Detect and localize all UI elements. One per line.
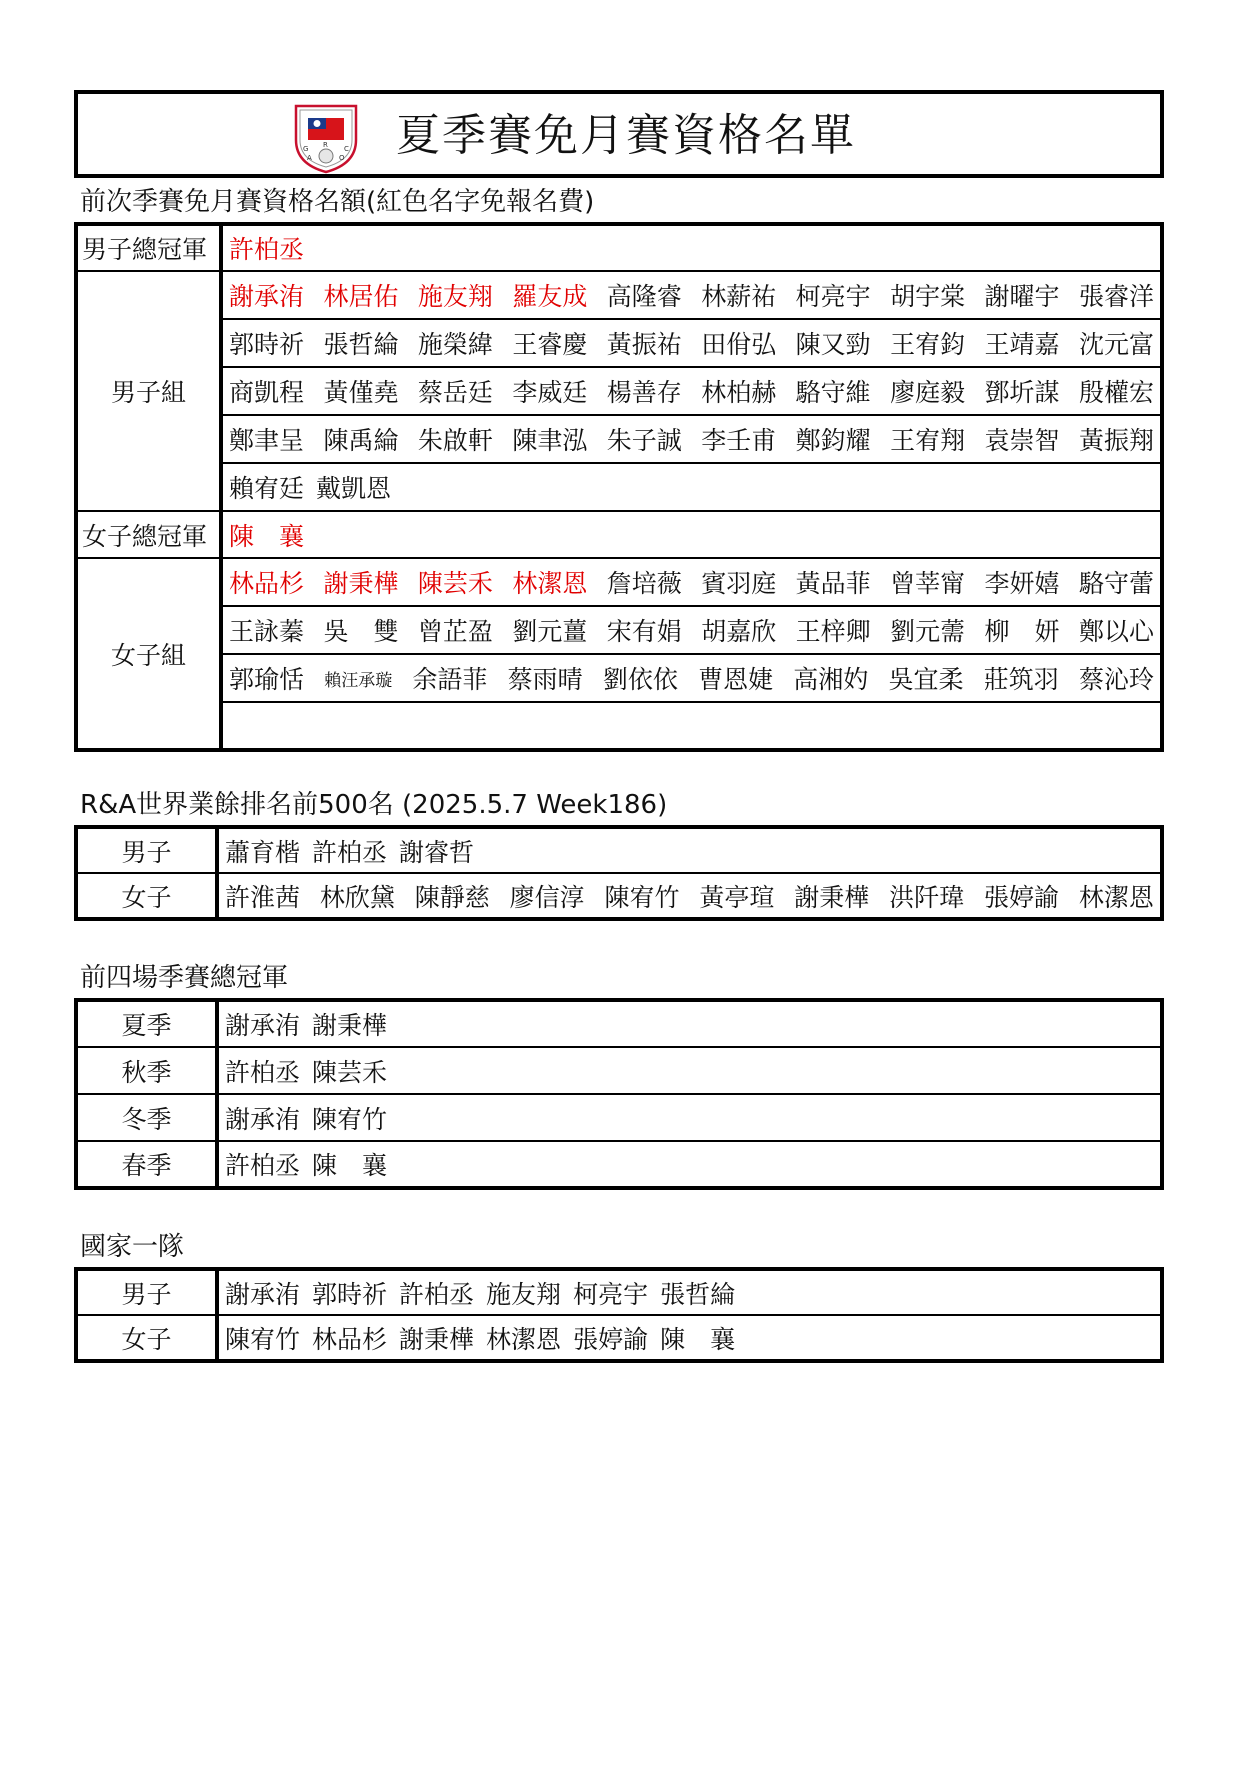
womens-row-4 xyxy=(76,702,1162,750)
person-name: 余語菲 xyxy=(412,665,488,694)
season-row xyxy=(76,1094,1162,1141)
person-name: 謝秉樺 xyxy=(399,1324,475,1354)
names-list xyxy=(225,1053,1154,1089)
person-name: 鄭鈞耀 xyxy=(795,426,871,455)
names-list xyxy=(229,325,1154,361)
person-name: 張婷諭 xyxy=(984,882,1060,912)
womens-row-3 xyxy=(76,654,1162,702)
person-name: 許柏丞 xyxy=(399,1279,475,1309)
person-name: 蔡岳廷 xyxy=(417,378,493,407)
person-name: 廖庭毅 xyxy=(890,378,966,407)
association-logo xyxy=(288,100,364,176)
person-name: 朱啟軒 xyxy=(417,426,493,455)
person-name: 郭時祈 xyxy=(229,330,305,359)
row-label: 秋季 xyxy=(76,1047,217,1094)
person-name: 林薪祐 xyxy=(701,282,777,311)
person-name: 謝承洧 xyxy=(229,282,305,311)
person-name: 駱守維 xyxy=(795,378,871,407)
person-name: 黃僅堯 xyxy=(323,378,399,407)
person-name: 朱子誠 xyxy=(606,426,682,455)
names-list xyxy=(225,1006,1154,1042)
person-name: 謝承洧 xyxy=(225,1104,301,1134)
person-name: 王宥翔 xyxy=(890,426,966,455)
team-row-men xyxy=(76,1269,1162,1315)
logo-letter-g: G xyxy=(303,145,309,153)
world-ranking-table xyxy=(74,825,1164,921)
person-name: 柳 妍 xyxy=(984,617,1060,646)
person-name: 胡嘉欣 xyxy=(701,617,777,646)
section-heading-world-ranking: R&A世界業餘排名前500名 (2025.5.7 Week186) xyxy=(80,790,668,820)
section-heading-season-champions: 前四場季賽總冠軍 xyxy=(80,963,289,993)
mens-row-5 xyxy=(76,463,1162,511)
row-label: 女子 xyxy=(76,873,217,919)
person-name: 詹培薇 xyxy=(606,569,682,598)
person-name: 楊善存 xyxy=(606,378,682,407)
row-label: 男子 xyxy=(76,1269,217,1315)
person-name: 柯亮宇 xyxy=(573,1279,649,1309)
person-name: 陳宥竹 xyxy=(225,1324,301,1354)
person-name: 廖信淳 xyxy=(509,882,585,912)
person-name: 洪阡瑋 xyxy=(889,882,965,912)
names-list xyxy=(225,833,1154,869)
mens-champion-name: 許柏丞 xyxy=(221,224,1162,271)
person-name: 王宥鈞 xyxy=(890,330,966,359)
mens-row-2 xyxy=(76,319,1162,367)
person-name: 陳 襄 xyxy=(312,1151,388,1180)
person-name: 殷權宏 xyxy=(1078,378,1154,407)
person-name: 謝秉樺 xyxy=(312,1011,388,1040)
person-name: 賴宥廷 xyxy=(229,474,305,503)
womens-champion-label: 女子總冠軍 xyxy=(76,511,221,558)
person-name: 劉元薑 xyxy=(512,617,588,646)
person-name: 施友翔 xyxy=(417,282,493,311)
person-name: 陳靜慈 xyxy=(414,882,490,912)
person-name: 莊筑羽 xyxy=(983,665,1059,694)
mens-champion-label: 男子總冠軍 xyxy=(76,224,221,271)
mens-row-4 xyxy=(76,415,1162,463)
person-name: 許柏丞 xyxy=(225,1057,301,1087)
person-name: 鄭以心 xyxy=(1078,617,1154,646)
person-name: 郭時祈 xyxy=(312,1279,388,1309)
person-name: 商凱程 xyxy=(229,378,305,407)
row-label: 女子 xyxy=(76,1315,217,1361)
person-name: 林潔恩 xyxy=(486,1324,562,1354)
person-name: 許柏丞 xyxy=(225,1151,301,1180)
person-name: 田佾弘 xyxy=(701,330,777,359)
season-row xyxy=(76,1047,1162,1094)
womens-champion-name: 陳 襄 xyxy=(221,511,1162,558)
person-name: 王靖嘉 xyxy=(984,330,1060,359)
person-name: 林欣黛 xyxy=(319,882,395,912)
mens-group-label: 男子組 xyxy=(76,271,221,511)
names-list xyxy=(225,1275,1154,1311)
person-name: 鄭聿呈 xyxy=(229,426,305,455)
person-name: 施榮緯 xyxy=(417,330,493,359)
row-label: 夏季 xyxy=(76,1000,217,1047)
person-name: 戴凱恩 xyxy=(316,474,392,503)
person-name: 高湘妁 xyxy=(793,665,869,694)
names-list xyxy=(229,421,1154,457)
names-list xyxy=(225,1100,1154,1136)
person-name: 陳宥竹 xyxy=(312,1104,388,1134)
person-name: 駱守蕾 xyxy=(1078,569,1154,598)
person-name: 王梓卿 xyxy=(795,617,871,646)
person-name: 蕭育楷 xyxy=(225,837,301,867)
person-name: 賴汪承璇 xyxy=(324,670,393,691)
page-title: 夏季賽免月賽資格名單 xyxy=(396,110,856,161)
person-name: 謝睿哲 xyxy=(399,837,475,867)
womens-row-1 xyxy=(76,558,1162,606)
womens-champion-row xyxy=(76,511,1162,558)
person-name: 林潔恩 xyxy=(512,569,588,598)
person-name: 吳宜柔 xyxy=(888,665,964,694)
mens-row-1 xyxy=(76,271,1162,319)
person-name: 蔡雨晴 xyxy=(507,665,583,694)
person-name: 陳芸禾 xyxy=(312,1057,388,1087)
names-list xyxy=(229,277,1154,313)
person-name: 劉元薷 xyxy=(890,617,966,646)
person-name: 張睿洋 xyxy=(1078,282,1154,311)
person-name: 陳宥竹 xyxy=(604,882,680,912)
person-name: 王詠蓁 xyxy=(229,617,305,646)
person-name: 沈元富 xyxy=(1078,330,1154,359)
names-list xyxy=(229,469,1154,505)
womens-group-label: 女子組 xyxy=(76,558,221,750)
section-heading-national-team: 國家一隊 xyxy=(80,1232,185,1262)
person-name: 陳芸禾 xyxy=(417,569,493,598)
person-name: 曾芷盈 xyxy=(417,617,493,646)
person-name: 張哲綸 xyxy=(660,1279,736,1309)
womens-row-2 xyxy=(76,606,1162,654)
person-name: 柯亮宇 xyxy=(795,282,871,311)
person-name: 袁崇智 xyxy=(984,426,1060,455)
person-name: 林品杉 xyxy=(229,569,305,598)
person-name: 黃振翔 xyxy=(1078,426,1154,455)
person-name: 張哲綸 xyxy=(323,330,399,359)
logo-letter-o: O xyxy=(339,154,345,162)
person-name: 鄧圻謀 xyxy=(984,378,1060,407)
qualification-table xyxy=(74,222,1164,752)
person-name: 許淮茜 xyxy=(225,882,301,912)
person-name: 曾莘甯 xyxy=(890,569,966,598)
row-label: 春季 xyxy=(76,1141,217,1188)
national-team-table xyxy=(74,1267,1164,1363)
person-name: 高隆睿 xyxy=(606,282,682,311)
names-list xyxy=(225,878,1154,914)
names-list xyxy=(225,1146,1154,1182)
person-name: 黃亭瑄 xyxy=(699,882,775,912)
person-name: 羅友成 xyxy=(512,282,588,311)
names-list xyxy=(229,564,1154,600)
person-name: 黃品菲 xyxy=(795,569,871,598)
person-name: 王睿慶 xyxy=(512,330,588,359)
person-name: 張婷諭 xyxy=(573,1324,649,1354)
names-list xyxy=(229,612,1154,648)
person-name: 黃振祐 xyxy=(606,330,682,359)
season-row xyxy=(76,1141,1162,1188)
person-name: 謝承洧 xyxy=(225,1279,301,1309)
logo-letter-c: C xyxy=(344,145,349,153)
season-champions-table xyxy=(74,998,1164,1190)
logo-letter-r: R xyxy=(323,141,328,149)
person-name: 謝秉樺 xyxy=(323,569,399,598)
season-row xyxy=(76,1000,1162,1047)
person-name: 曹恩婕 xyxy=(698,665,774,694)
row-label: 男子 xyxy=(76,827,217,873)
person-name: 胡宇棠 xyxy=(890,282,966,311)
person-name: 郭瑜恬 xyxy=(229,665,305,694)
mens-row-3 xyxy=(76,367,1162,415)
ranking-row-women xyxy=(76,873,1162,919)
person-name: 陳又勁 xyxy=(795,330,871,359)
person-name: 蔡沁玲 xyxy=(1078,665,1154,694)
person-name: 李妍嬉 xyxy=(984,569,1060,598)
logo-letter-a: A xyxy=(307,154,312,162)
person-name: 許柏丞 xyxy=(312,837,388,867)
section-heading-previous-season: 前次季賽免月賽資格名額(紅色名字免報名費) xyxy=(80,187,595,217)
header-box xyxy=(74,90,1164,178)
person-name: 宋有娟 xyxy=(606,617,682,646)
person-name: 劉依依 xyxy=(602,665,678,694)
person-name: 賓羽庭 xyxy=(701,569,777,598)
person-name: 吳 雙 xyxy=(323,617,399,646)
person-name: 謝承洧 xyxy=(225,1011,301,1040)
person-name: 施友翔 xyxy=(486,1279,562,1309)
team-row-women xyxy=(76,1315,1162,1361)
person-name: 謝秉樺 xyxy=(794,882,870,912)
person-name: 陳 襄 xyxy=(660,1324,736,1354)
person-name: 林柏赫 xyxy=(701,378,777,407)
row-label: 冬季 xyxy=(76,1094,217,1141)
person-name: 林居佑 xyxy=(323,282,399,311)
names-list xyxy=(225,1320,1154,1356)
person-name: 李威廷 xyxy=(512,378,588,407)
names-list xyxy=(229,373,1154,409)
person-name: 陳禹綸 xyxy=(323,426,399,455)
ranking-row-men xyxy=(76,827,1162,873)
person-name: 林潔恩 xyxy=(1078,882,1154,912)
names-list xyxy=(229,660,1154,696)
person-name: 陳聿泓 xyxy=(512,426,588,455)
mens-champion-row xyxy=(76,224,1162,271)
person-name: 謝曜宇 xyxy=(984,282,1060,311)
person-name: 李壬甫 xyxy=(701,426,777,455)
person-name: 林品杉 xyxy=(312,1324,388,1354)
